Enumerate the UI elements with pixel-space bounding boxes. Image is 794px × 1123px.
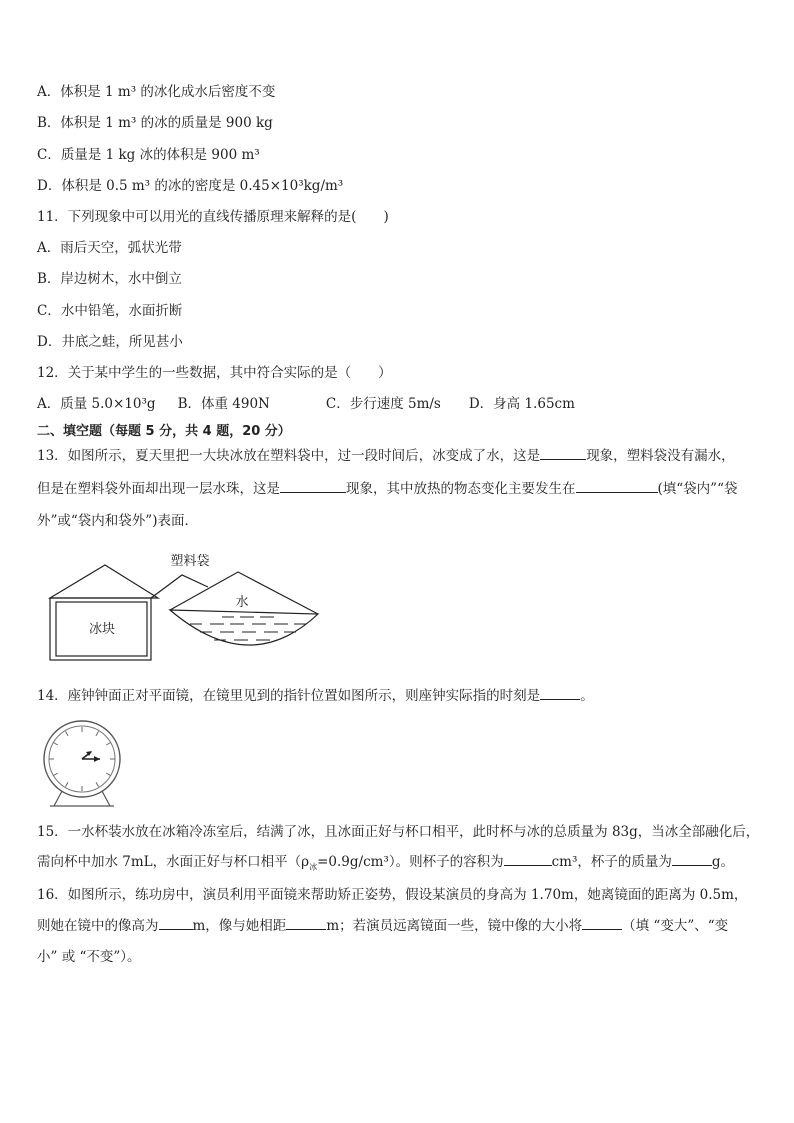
q11-option-a: A．雨后天空，弧状光带 xyxy=(37,240,182,256)
q16-line-3: 小” 或 “不变”）。 xyxy=(37,949,141,965)
q15-text-2c: cm³，杯子的质量为 xyxy=(551,854,672,870)
water-surface-marks xyxy=(190,617,306,640)
q12-options xyxy=(37,395,575,413)
q15-text-2d: g。 xyxy=(711,854,735,870)
minute-hand-arrow-icon xyxy=(94,756,100,762)
answer-blank[interactable] xyxy=(504,853,552,866)
q15-line-2 xyxy=(37,853,734,871)
q15-text-2a: 需向杯中加水 7mL，水面正好与杯口相平（ρ xyxy=(37,854,310,870)
q16-line-1: 16．如图所示，练功房中，演员利用平面镜来帮助矫正姿势，假设某演员的身高为 1.70m，她离镜面的距离为 0.5m， xyxy=(37,887,748,903)
q16-text-2b: m，像与她相距 xyxy=(192,918,287,934)
q10-option-c: C．质量是 1 kg 冰的体积是 900 m³ xyxy=(37,147,260,163)
q16-text-2a: 则她在镜中的像高为 xyxy=(37,918,159,934)
clock-figure xyxy=(38,718,128,810)
q12-stem: 12．关于某中学生的一些数据，其中符合实际的是（ ） xyxy=(37,365,392,381)
q14-end: 。 xyxy=(580,688,594,704)
answer-blank[interactable] xyxy=(672,853,712,866)
q13-text-2a: 但是在塑料袋外面却出现一层水珠，这是 xyxy=(37,481,280,497)
q12-option-d: D．身高 1.65cm xyxy=(468,396,575,412)
q10-option-d: D．体积是 0.5 m³ 的冰的密度是 0.45×10³kg/m³ xyxy=(37,178,344,194)
q11-stem: 11．下列现象中可以用光的直线传播原理来解释的是( ) xyxy=(37,209,389,225)
q13-text-2c: (填“袋内”“袋 xyxy=(657,481,738,497)
answer-blank[interactable] xyxy=(576,480,658,493)
q15-text-2b: =0.9g/cm³）。则杯子的容积为 xyxy=(317,854,504,870)
rho-subscript: 冰 xyxy=(309,862,318,872)
answer-blank[interactable] xyxy=(540,687,580,700)
answer-blank[interactable] xyxy=(540,447,586,460)
section-title: 二、填空题（每题 5 分，共 4 题，20 分） xyxy=(37,424,291,439)
plastic-bag-figure xyxy=(40,540,330,665)
q10-option-b: B．体积是 1 m³ 的冰的质量是 900 kg xyxy=(37,115,273,131)
q13-text-1b: 现象，塑料袋没有漏水， xyxy=(586,448,735,464)
clock-leg-right xyxy=(102,791,110,806)
q11-option-d: D．井底之蛙，所见甚小 xyxy=(37,334,183,350)
q10-option-a: A．体积是 1 m³ 的冰化成水后密度不变 xyxy=(37,84,276,100)
q14-text: 14．座钟钟面正对平面镜，在镜里见到的指针位置如图所示，则座钟实际指的时刻是 xyxy=(37,688,541,704)
q16-text-2c: m；若演员远离镜面一些，镜中像的大小将 xyxy=(326,918,583,934)
ice-label: 冰块 xyxy=(88,622,116,637)
bag-connector xyxy=(151,575,208,598)
q16-text-2d: （填 “变大”、“变 xyxy=(622,918,729,934)
bag-label: 塑料袋 xyxy=(170,554,210,569)
q11-option-b: B．岸边树木，水中倒立 xyxy=(37,271,182,287)
q14-line xyxy=(37,687,594,705)
answer-blank[interactable] xyxy=(280,480,346,493)
q12-option-c: C．步行速度 5m/s xyxy=(325,396,441,412)
q13-text-1a: 13．如图所示，夏天里把一大块冰放在塑料袋中，过一段时间后，冰变成了水，这是 xyxy=(37,448,541,464)
clock-leg-left xyxy=(54,791,62,806)
q13-line-1 xyxy=(37,447,735,465)
q15-line-1: 15．一水杯装水放在冰箱冷冻室后，结满了冰，且冰面正好与杯口相平，此时杯与冰的总质量为 83g，当冰全部融化后， xyxy=(37,824,760,840)
q13-line-2 xyxy=(37,480,737,498)
answer-blank[interactable] xyxy=(286,917,326,930)
water-label: 水 xyxy=(235,595,249,610)
answer-blank[interactable] xyxy=(159,917,193,930)
q11-option-c: C．水中铅笔，水面折断 xyxy=(37,303,183,319)
q12-option-a: A．质量 5.0×10³g xyxy=(37,396,156,412)
q13-line-3: 外”或“袋内和袋外”)表面． xyxy=(37,513,198,529)
q13-text-2b: 现象，其中放热的物态变化主要发生在 xyxy=(346,481,576,497)
q12-option-b: B．体重 490N xyxy=(177,396,270,412)
bag-top-left xyxy=(50,565,158,598)
q16-line-2 xyxy=(37,917,728,935)
answer-blank[interactable] xyxy=(582,917,622,930)
